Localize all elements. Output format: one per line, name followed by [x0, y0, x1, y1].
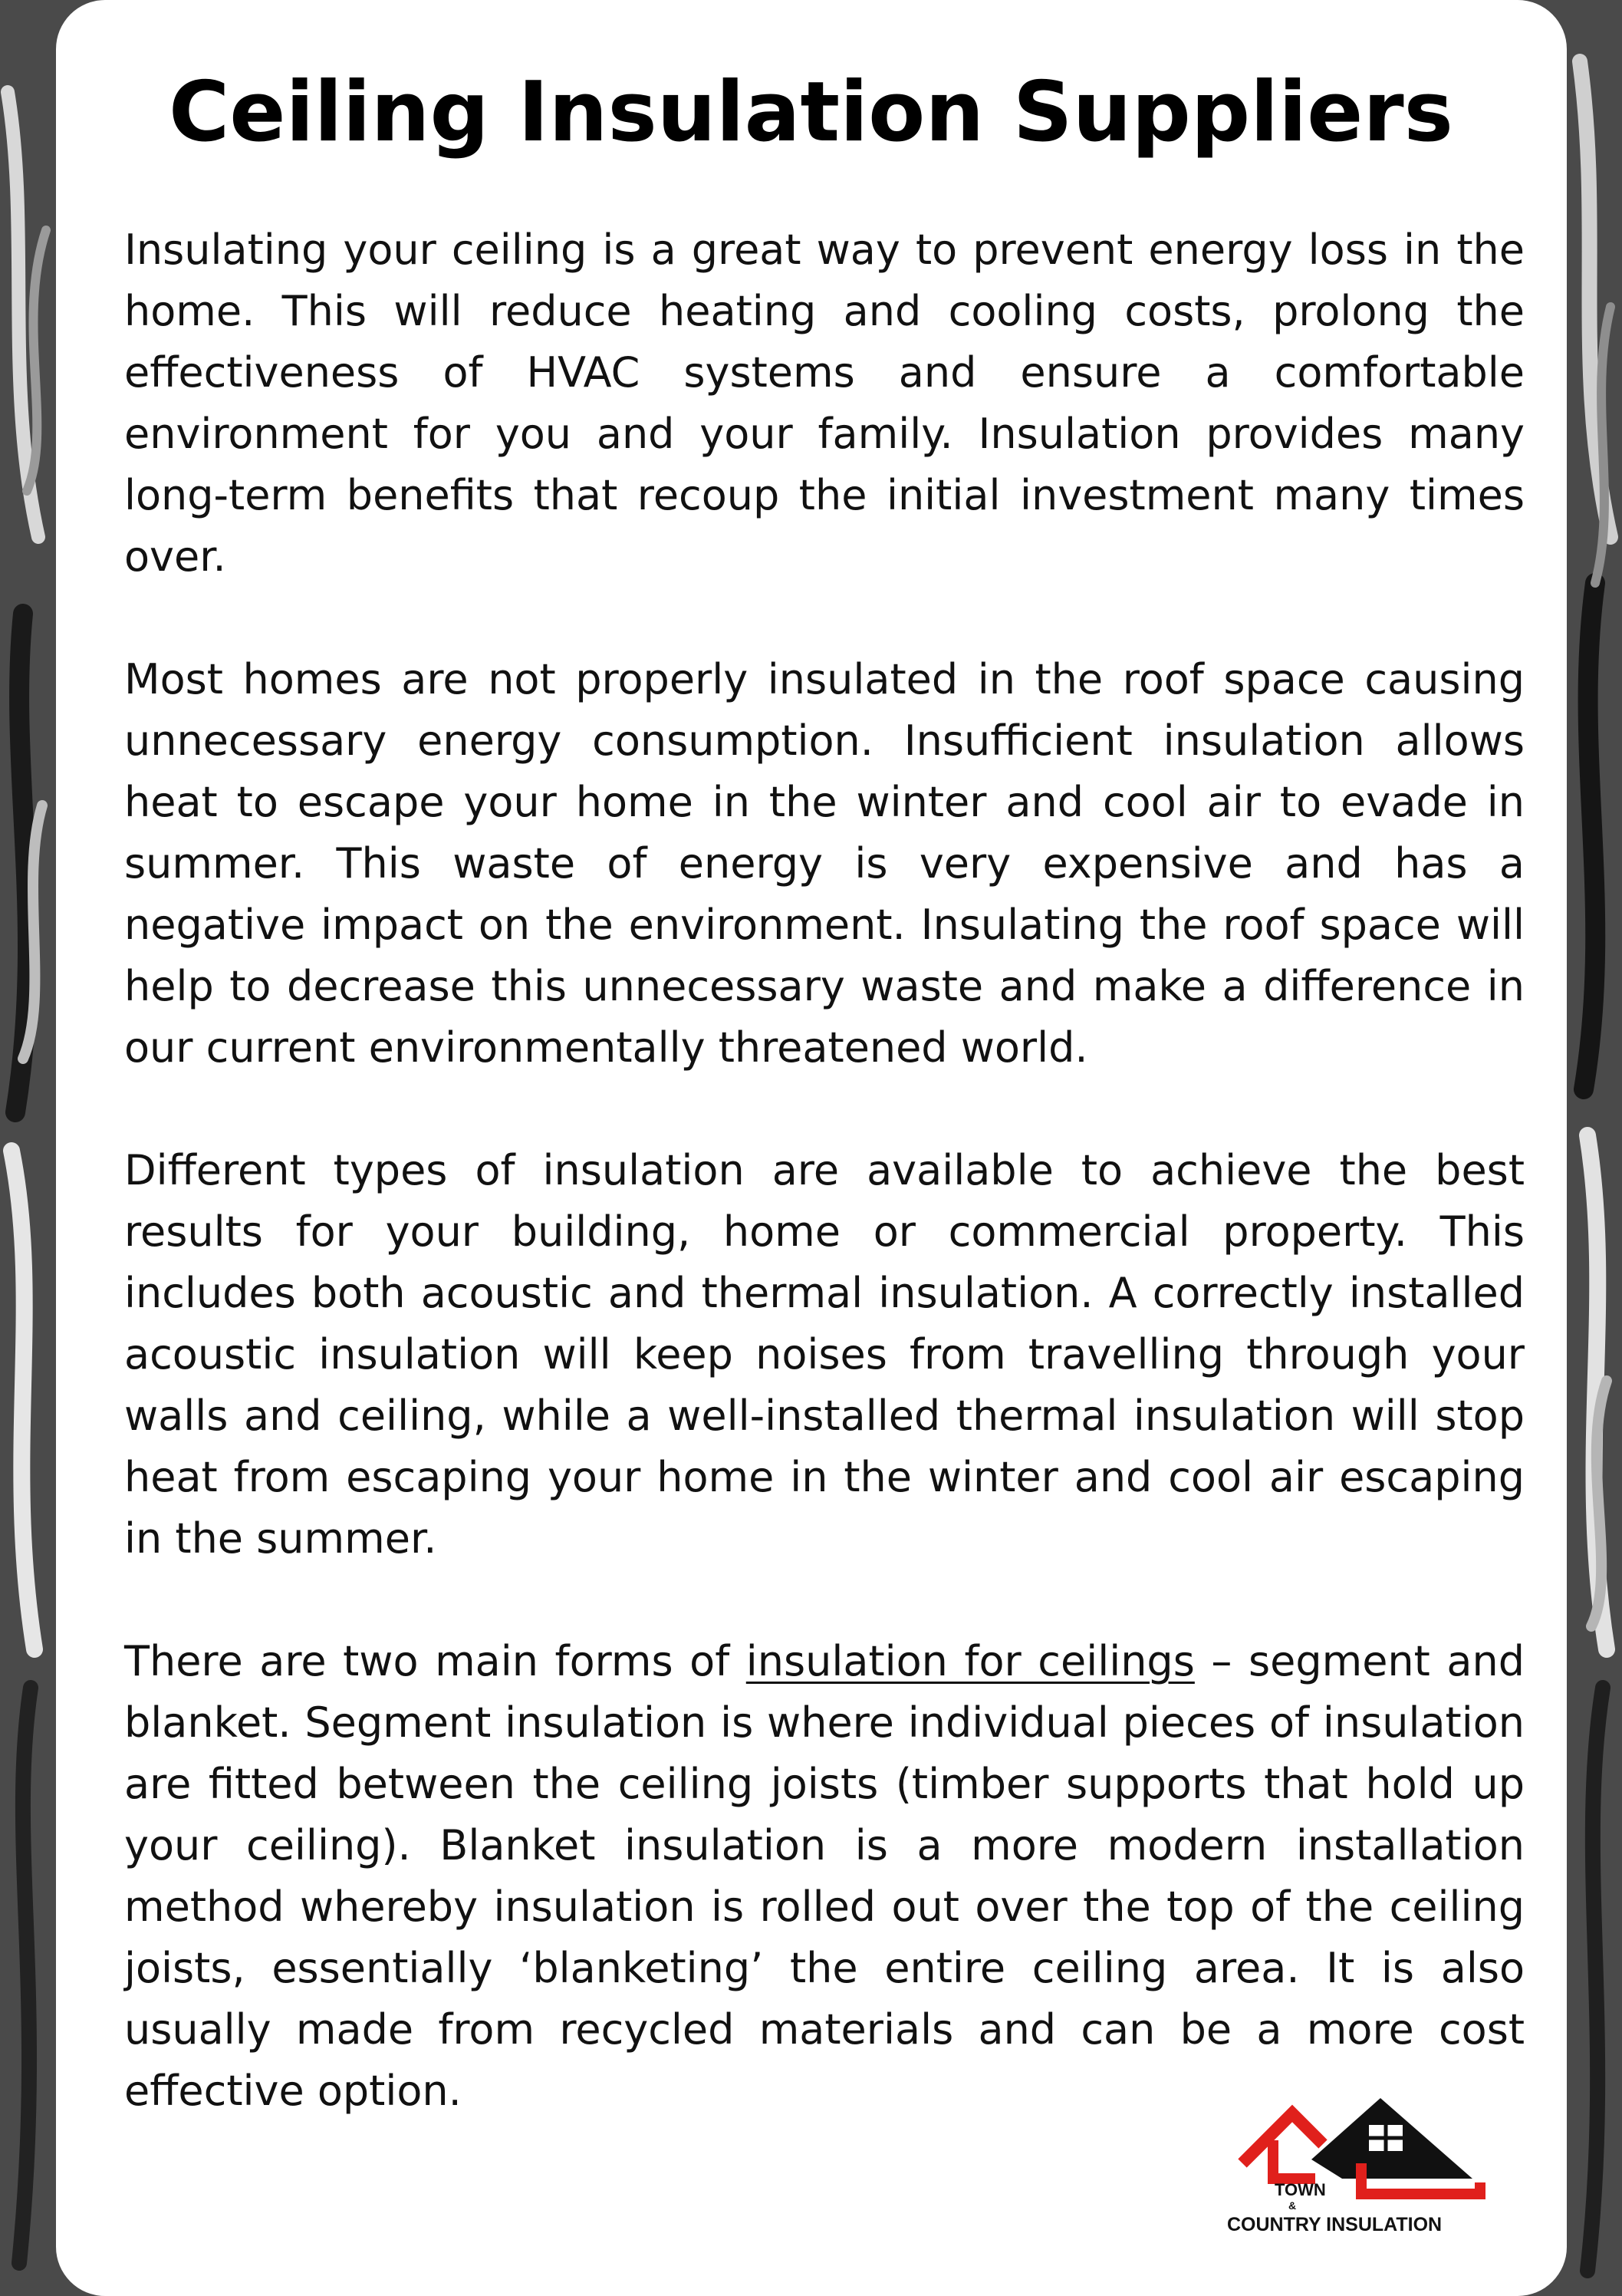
red-wall-icon: [1273, 2140, 1315, 2179]
red-roof-icon: [1242, 2113, 1323, 2163]
insulation-for-ceilings-link[interactable]: insulation for ceilings: [745, 1637, 1195, 1685]
paragraph-4-start: There are two main forms of: [124, 1637, 746, 1685]
paragraph-4-end: – segment and blanket. Segment insulation is where individual pieces of insulation are fitted between the ceiling joists (timber supports that hold up your ceiling). Blanket insulation is a more modern installation method whereby insulation is rolled out over the top of the ceiling joists, essentially ‘blanketing’ the entire ceiling area. It is also usually made from recycled materials and can be a more cost effective option.: [124, 1637, 1525, 2115]
paragraph-2: Most homes are not properly insulated in the roof space causing unnecessary energy consumption. Insufficient insulation allows heat to escape your home in the winter and cool air to evade in summer. This waste of energy is very expensive and has a negative impact on the environment. Insulating the roof space will help to decrease this unnecessary waste and make a difference in our current environmentally threatened world.: [124, 655, 1525, 1072]
paragraph-3: Different types of insulation are available to achieve the best results for your building, home or commercial property. This includes both acoustic and thermal insulation. A correctly installed acoustic insulation will keep noises from travelling through your walls and ceiling, while a well-installed thermal insulation will stop heat from escaping your home in the winter and cool air escaping in the summer.: [124, 1146, 1525, 1563]
logo-text-line2: &: [1288, 2199, 1297, 2212]
paragraph-1: Insulating your ceiling is a great way to prevent energy loss in the home. This will reduce heating and cooling costs, prolong the effectiveness of HVAC systems and ensure a comfortable environment for you and your family. Insulation provides many long-term benefits that recoup the initial investment many times over.: [124, 226, 1525, 581]
article-body: [124, 219, 1525, 2183]
paragraph-4: [124, 1631, 1525, 2122]
logo-text-line1: TOWN: [1275, 2180, 1326, 2199]
company-logo: [1227, 2087, 1503, 2240]
logo-text-line3: COUNTRY INSULATION: [1227, 2214, 1443, 2235]
page-title: Ceiling Insulation Suppliers: [169, 64, 1453, 160]
